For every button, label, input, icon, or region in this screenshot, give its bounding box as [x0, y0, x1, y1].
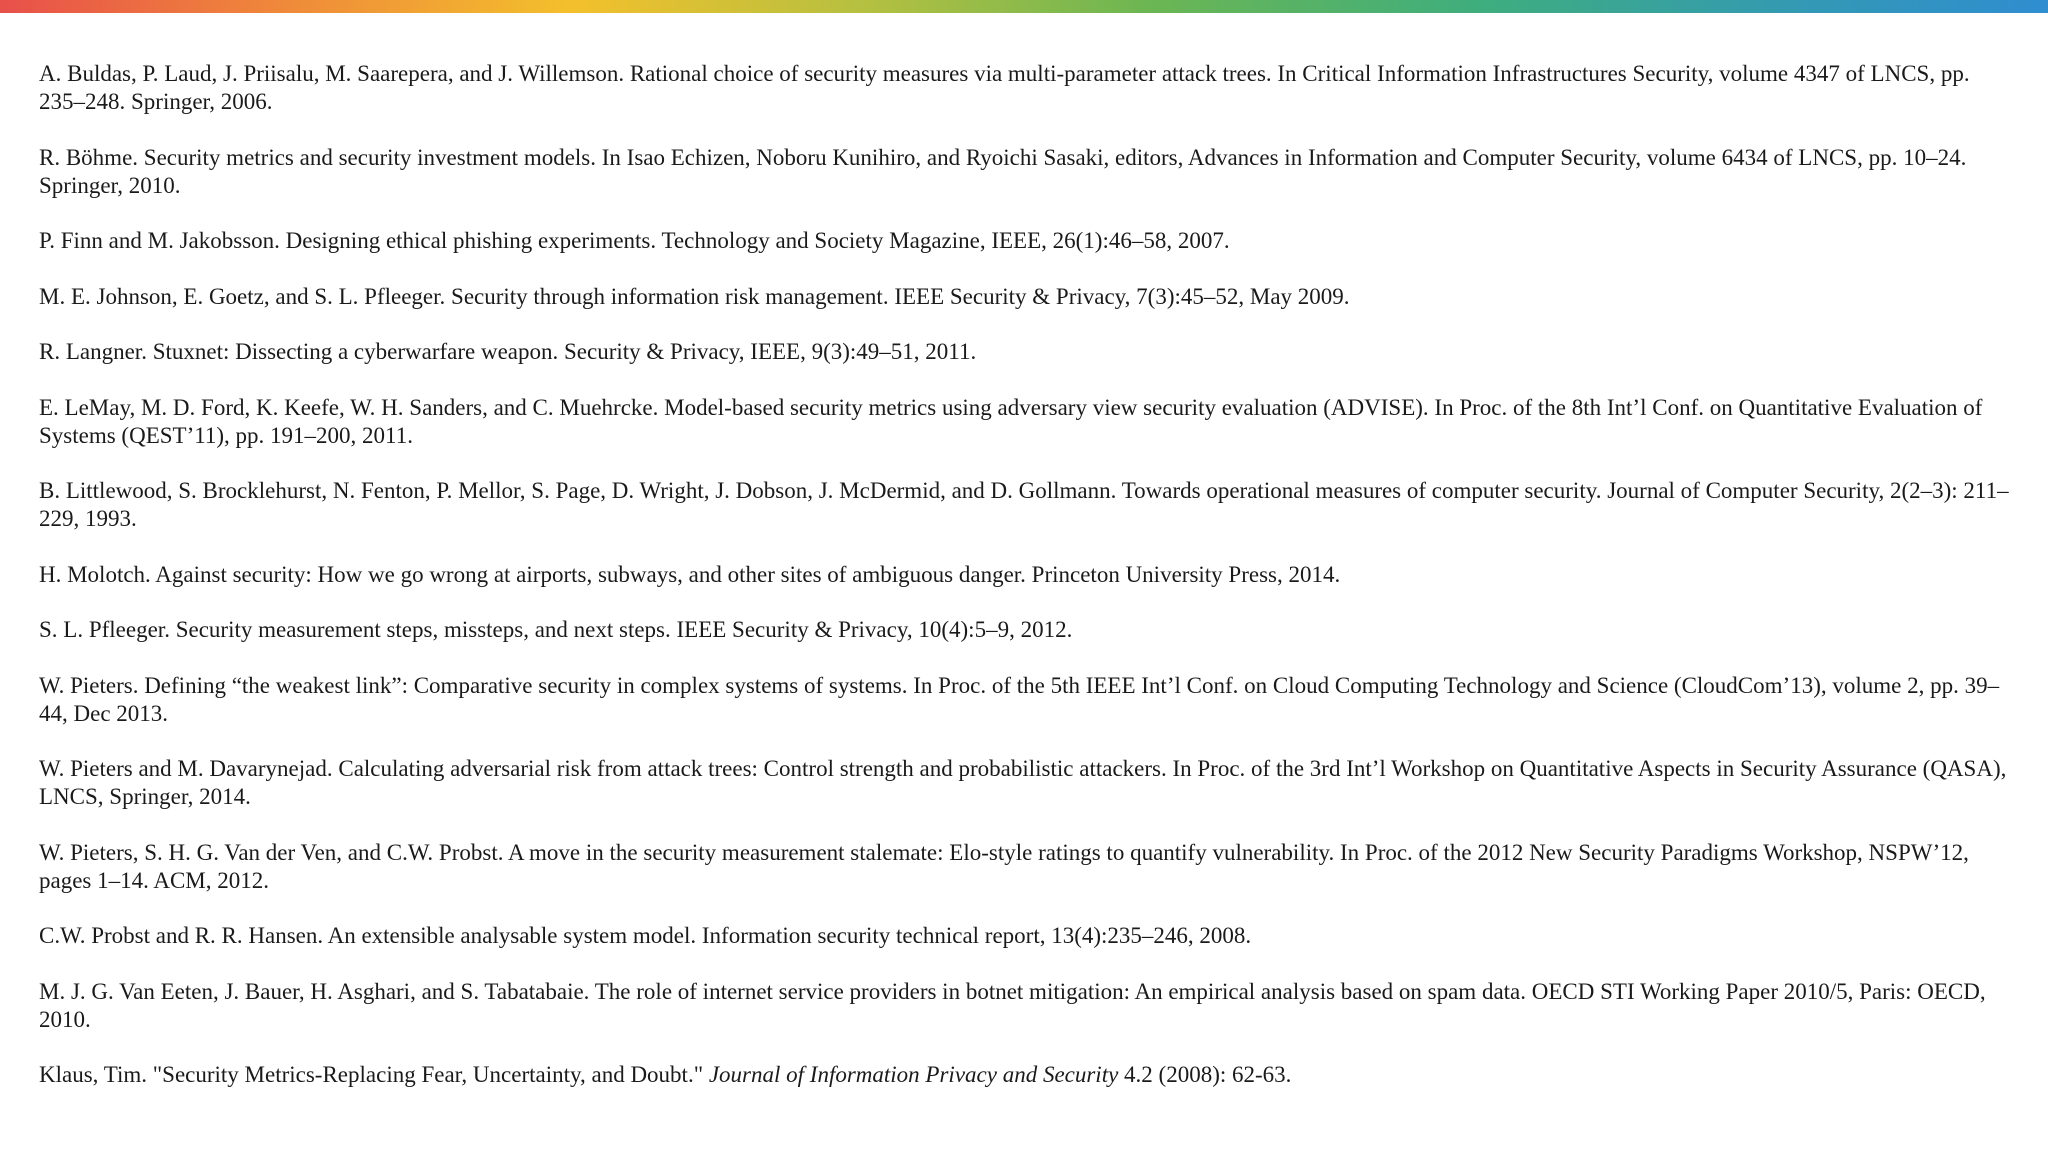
reference-item: P. Finn and M. Jakobsson. Designing ethical phishing experiments. Technology and Society Magazine, IEEE, 26(1):46–58, 2007. — [39, 228, 1230, 253]
reference-text-before: Klaus, Tim. "Security Metrics-Replacing Fear, Uncertainty, and Doubt." — [39, 1062, 709, 1087]
reference-list — [39, 60, 2014, 1117]
reference-item: A. Buldas, P. Laud, J. Priisalu, M. Saarepera, and J. Willemson. Rational choice of security measures via multi-parameter attack trees. In Critical Information Infrastructures Security, volume 4347 of LNCS, pp. 235–248. Springer, 2006. — [39, 61, 1970, 114]
reference-item: R. Böhme. Security metrics and security investment models. In Isao Echizen, Noboru Kunihiro, and Ryoichi Sasaki, editors, Advances in Information and Computer Security, volume 6434 of LNCS, pp. 10–24. Springer, 2010. — [39, 144, 1967, 198]
reference-item: R. Langner. Stuxnet: Dissecting a cyberwarfare weapon. Security & Privacy, IEEE, 9(3):49–51, 2011. — [39, 339, 977, 364]
reference-item: M. E. Johnson, E. Goetz, and S. L. Pfleeger. Security through information risk management. IEEE Security & Privacy, 7(3):45–52, May 2009. — [39, 283, 1350, 309]
reference-item: W. Pieters. Defining “the weakest link”: Comparative security in complex systems of systems. In Proc. of the 5th IEEE Int’l Conf. on Cloud Computing Technology and Science (CloudCom’13), volume 2, pp. 39–44, Dec 2013. — [39, 672, 2000, 726]
reference-item: W. Pieters, S. H. G. Van der Ven, and C.W. Probst. A move in the security measurement stalemate: Elo-style ratings to quantify vulnerability. In Proc. of the 2012 New Security Paradigms Workshop, NSPW’12, pages 1–14. ACM, 2012. — [39, 839, 1969, 893]
reference-item: E. LeMay, M. D. Ford, K. Keefe, W. H. Sanders, and C. Muehrcke. Model-based security metrics using adversary view security evaluation (ADVISE). In Proc. of the 8th Int’l Conf. on Quantitative Evaluation of Systems (QEST’11), pp. 191–200, 2011. — [39, 394, 1983, 448]
reference-item: M. J. G. Van Eeten, J. Bauer, H. Asghari, and S. Tabatabaie. The role of internet service providers in botnet mitigation: An empirical analysis based on spam data. OECD STI Working Paper 2010/5, Paris: OECD, 2010. — [39, 978, 1986, 1032]
reference-item: C.W. Probst and R. R. Hansen. An extensible analysable system model. Information security technical report, 13(4):235–246, 2008. — [39, 923, 1252, 948]
reference-item: S. L. Pfleeger. Security measurement steps, missteps, and next steps. IEEE Security & Privacy, 10(4):5–9, 2012. — [39, 617, 1073, 642]
rainbow-top-bar — [0, 0, 2048, 13]
reference-text-after: 4.2 (2008): 62-63. — [1118, 1062, 1292, 1087]
reference-item: B. Littlewood, S. Brocklehurst, N. Fenton, P. Mellor, S. Page, D. Wright, J. Dobson, J. McDermid, and D. Gollmann. Towards operational measures of computer security. Journal of Computer Security, 2(2–3): 211–229, 1993. — [39, 478, 2009, 531]
reference-item: W. Pieters and M. Davarynejad. Calculating adversarial risk from attack trees: Control strength and probabilistic attackers. In Proc. of the 3rd Int’l Workshop on Quantitative Aspects in Security Assurance (QASA), LNCS, Springer, 2014. — [39, 756, 2007, 809]
journal-title: Journal of Information Privacy and Security — [708, 1062, 1119, 1087]
reference-item-last — [39, 1061, 2014, 1089]
reference-item: H. Molotch. Against security: How we go wrong at airports, subways, and other sites of ambiguous danger. Princeton University Press, 2014. — [39, 561, 1341, 587]
